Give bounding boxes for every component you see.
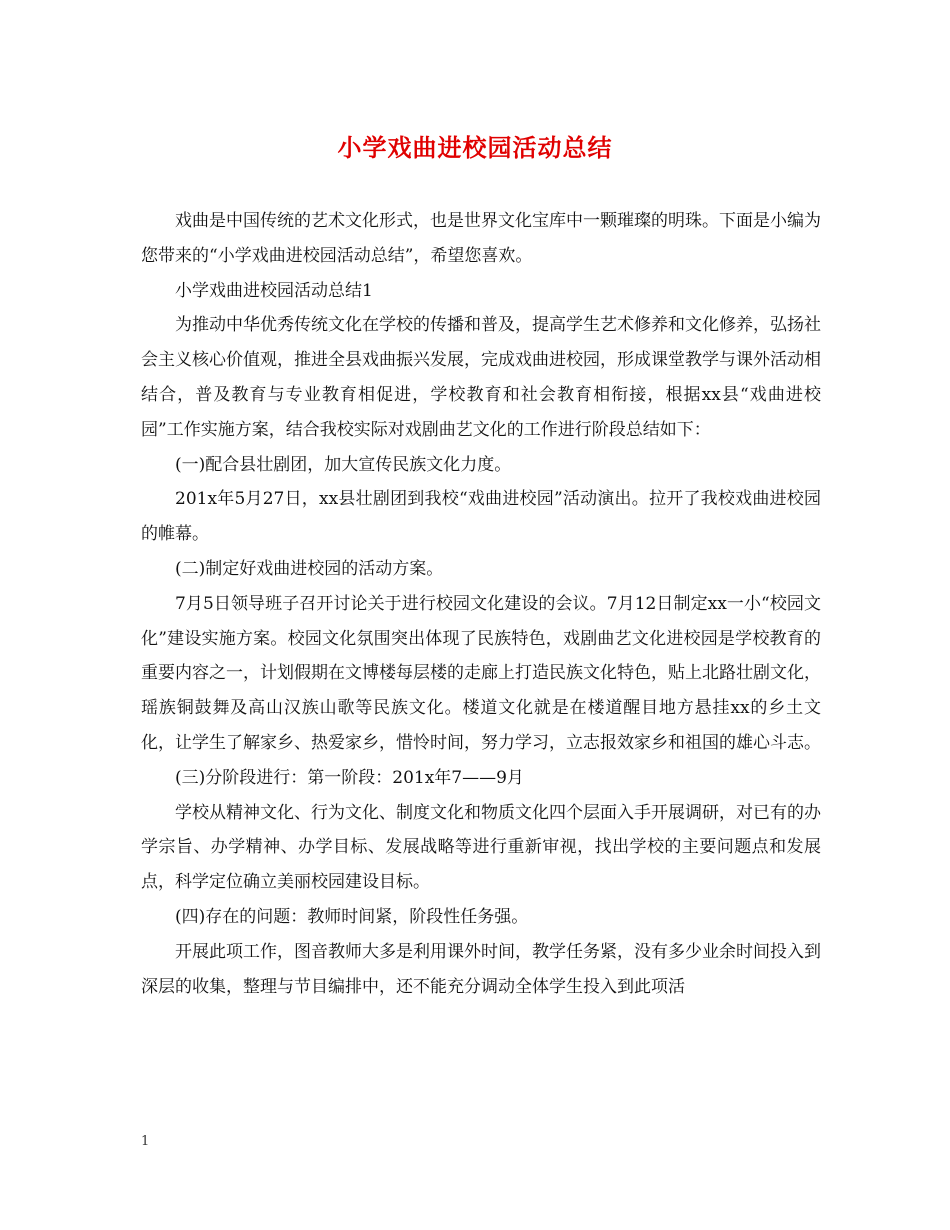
body-paragraph: 开展此项工作，图音教师大多是利用课外时间，教学任务紧，没有多少业余时间投入到深层的收集，整理与节目编排中，还不能充分调动全体学生投入到此项活 xyxy=(141,941,821,997)
body-paragraph: 201x年5月27日，xx县壮剧团到我校“戏曲进校园”活动演出。拉开了我校戏曲进校园的帷幕。 xyxy=(141,489,821,545)
body-paragraph: 为推动中华优秀传统文化在学校的传播和普及，提高学生艺术修养和文化修养，弘扬社会主义核心价值观，推进全县戏曲振兴发展，完成戏曲进校园，形成课堂教学与课外活动相结合，普及教育与专业教育相促进，学校教育和社会教育相衔接，根据xx县“戏曲进校园”工作实施方案，结合我校实际对戏剧曲艺文化的工作进行阶段总结如下： xyxy=(141,315,821,440)
section-heading: 小学戏曲进校园活动总结1 xyxy=(175,280,373,301)
document-body xyxy=(141,204,821,1004)
body-paragraph: 学校从精神文化、行为文化、制度文化和物质文化四个层面入手开展调研，对已有的办学宗旨、办学精神、办学目标、发展战略等进行重新审视，找出学校的主要问题点和发展点，科学定位确立美丽校园建设目标。 xyxy=(141,802,821,893)
subheading-four: (四)存在的问题：教师时间紧，阶段性任务强。 xyxy=(175,906,529,927)
body-paragraph: 7月5日领导班子召开讨论关于进行校园文化建设的会议。7月12日制定xx一小“校园文化”建设实施方案。校园文化氛围突出体现了民族特色，戏剧曲艺文化进校园是学校教育的重要内容之一，计划假期在文博楼每层楼的走廊上打造民族文化特色，贴上北路壮剧文化，瑶族铜鼓舞及高山汉族山歌等民族文化。楼道文化就是在楼道醒目地方悬挂xx的乡土文化，让学生了解家乡、热爱家乡，惜怜时间，努力学习，立志报效家乡和祖国的雄心斗志。 xyxy=(141,593,821,753)
subheading-two: (二)制定好戏曲进校园的活动方案。 xyxy=(175,558,444,579)
document-title: 小学戏曲进校园活动总结 xyxy=(337,134,613,162)
subheading-one: (一)配合县壮剧团，加大宣传民族文化力度。 xyxy=(175,454,512,475)
subheading-three: (三)分阶段进行：第一阶段：201x年7——9月 xyxy=(175,767,524,788)
page-number: 1 xyxy=(141,1134,150,1149)
intro-paragraph: 戏曲是中国传统的艺术文化形式，也是世界文化宝库中一颗璀璨的明珠。下面是小编为您带来的“小学戏曲进校园活动总结”，希望您喜欢。 xyxy=(141,211,821,266)
